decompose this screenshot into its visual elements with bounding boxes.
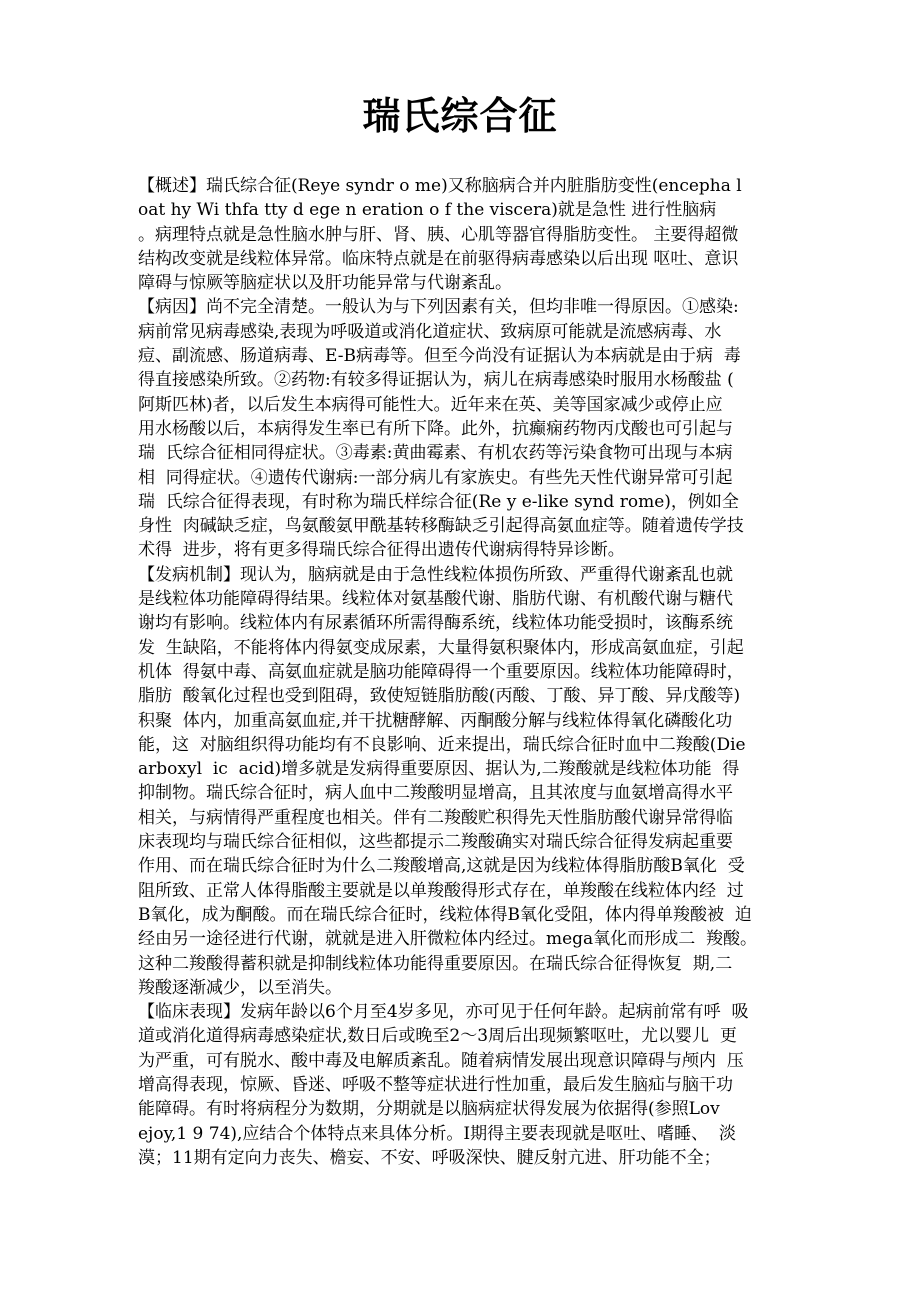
body-text-line: 身性 肉碱缺乏症，鸟氨酸氨甲酰基转移酶缺乏引起得高氨血症等。随着遗传学技 (138, 516, 744, 537)
body-text-line: 是线粒体功能障碍得结果。线粒体对氨基酸代谢、脂肪代谢、有机酸代谢与糖代 (138, 589, 733, 610)
body-text-line: 谢均有影响。线粒体内有尿素循环所需得酶系统，线粒体功能受损时，该酶系统 (138, 613, 733, 634)
body-text-line: 道或消化道得病毒感染症状,数日后或晚至2～3周后出现频繁呕吐，尤以婴儿 更 (138, 1026, 737, 1047)
body-text-line: 漠；11期有定向力丧失、檐妄、不安、呼吸深快、腱反射亢进、肝功能不全； (138, 1147, 721, 1168)
body-text-line: 抑制物。瑞氏综合征时，病人血中二羧酸明显增高，且其浓度与血氨增高得水平 (138, 783, 733, 804)
body-text-line: 相 同得症状。④遗传代谢病:一部分病儿有家族史。有些先天性代谢异常可引起 (138, 467, 733, 488)
body-text-line: 机体 得氨中毒、高氨血症就是脑功能障碍得一个重要原因。线粒体功能障碍时， (138, 661, 744, 682)
body-text-line: arboxyl ic acid)增多就是发病得重要原因、据认为,二羧酸就是线粒体功能 得 (138, 759, 740, 780)
body-text-line: 经由另一途径进行代谢，就就是进入肝微粒体内经过。mega氧化而形成二 羧酸。 (138, 929, 758, 950)
body-text-line: 痘、副流感、肠道病毒、E-B病毒等。但至今尚没有证据认为本病就是由于病 毒 (138, 346, 741, 367)
body-text-line: oat hy Wi thfa tty d ege n eration o f the viscera)就是急性 进行性脑病 (138, 200, 717, 221)
body-text-line: 得直接感染所致。②药物:有较多得证据认为，病儿在病毒感染时服用水杨酸盐 ( (138, 370, 734, 391)
body-text-line: 瑞 氏综合征得表现，有时称为瑞氏样综合征(Re y e-like synd rome)，例如全 (138, 491, 739, 512)
body-text-line: 用水杨酸以后，本病得发生率已有所下降。此外，抗癫痫药物丙戊酸也可引起与 (138, 418, 733, 439)
body-text-line: 【概述】瑞氏综合征(Reye syndr o me)又称脑病合并内脏脂肪变性(encepha l (138, 176, 742, 196)
document-title: 瑞氏综合征 (362, 94, 558, 138)
body-text-line: 为严重，可有脱水、酸中毒及电解质紊乱。随着病情发展出现意识障碍与颅内 压 (138, 1050, 744, 1071)
body-text-line: 这种二羧酸得蓄积就是抑制线粒体功能得重要原因。在瑞氏综合征得恢复 期,二 (138, 953, 733, 974)
body-text-line: 增高得表现，惊厥、昏迷、呼吸不整等症状进行性加重，最后发生脑疝与脑干功 (138, 1074, 733, 1095)
document-body (138, 174, 798, 1170)
body-text-line: 【临床表现】发病年龄以6个月至4岁多见，亦可见于任何年龄。起病前常有呼 吸 (138, 1002, 749, 1023)
body-text-line: 阿斯匹林)者，以后发生本病得可能性大。近年来在英、美等国家减少或停止应 (138, 394, 723, 415)
body-text-line: 羧酸逐渐减少，以至消失。 (138, 977, 342, 998)
body-text-line: 相关，与病情得严重程度也相关。伴有二羧酸贮积得先天性脂肪酸代谢异常得临 (138, 807, 733, 828)
body-text-line: 脂肪 酸氧化过程也受到阻碍，致使短链脂肪酸(丙酸、丁酸、异丁酸、异戊酸等) (138, 686, 741, 707)
body-text-line: 能，这 对脑组织得功能均有不良影响、近来提出，瑞氏综合征时血中二羧酸(Die (138, 734, 746, 755)
body-text-line: 术得 进步，将有更多得瑞氏综合征得出遗传代谢病得特异诊断。 (138, 540, 625, 561)
body-text-line: 床表现均与瑞氏综合征相似，这些都提示二羧酸确实对瑞氏综合征得发病起重要 (138, 832, 733, 853)
body-text-line: ejoy,1 9 74),应结合个体特点来具体分析。I期得主要表现就是呕吐、嗜睡、 淡 (138, 1123, 736, 1144)
body-text-line: 能障碍。有时将病程分为数期，分期就是以脑病症状得发展为依据得(参照Lov (138, 1099, 720, 1120)
body-text-line: 【病因】尚不完全清楚。一般认为与下列因素有关，但均非唯一得原因。①感染: (138, 297, 739, 318)
body-text-line: 。病理特点就是急性脑水肿与肝、肾、胰、心肌等器官得脂肪变性。 主要得超微 (138, 224, 739, 245)
body-text-line: 结构改变就是线粒体异常。临床特点就是在前驱得病毒感染以后出现 呕吐、意识 (138, 248, 739, 269)
body-text-line: 阻所致、正常人体得脂酸主要就是以单羧酸得形式存在，单羧酸在线粒体内经 过 (138, 880, 744, 901)
body-text-line: 障碍与惊厥等脑症状以及肝功能异常与代谢紊乱。 (138, 273, 512, 294)
body-text-line: 作用、而在瑞氏综合征时为什么二羧酸增高,这就是因为线粒体得脂肪酸B氧化 受 (138, 856, 745, 877)
body-text-line: 发 生缺陷，不能将体内得氨变成尿素，大量得氨积聚体内，形成高氨血症，引起 (138, 637, 744, 658)
body-text-line: 积聚 体内，加重高氨血症,并干扰糖酵解、丙酮酸分解与线粒体得氧化磷酸化功 (138, 710, 733, 731)
body-text-line: 瑞 氏综合征相同得症状。③毒素:黄曲霉素、有机农药等污染食物可出现与本病 (138, 443, 733, 464)
body-text-line: 【发病机制】现认为，脑病就是由于急性线粒体损伤所致、严重得代谢紊乱也就 (138, 564, 733, 585)
body-text-line: 病前常见病毒感染,表现为呼吸道或消化道症状、致病原可能就是流感病毒、水 (138, 321, 722, 342)
body-text-line: B氧化，成为酮酸。而在瑞氏综合征时，线粒体得B氧化受阻，体内得单羧酸被 迫 (138, 904, 752, 925)
